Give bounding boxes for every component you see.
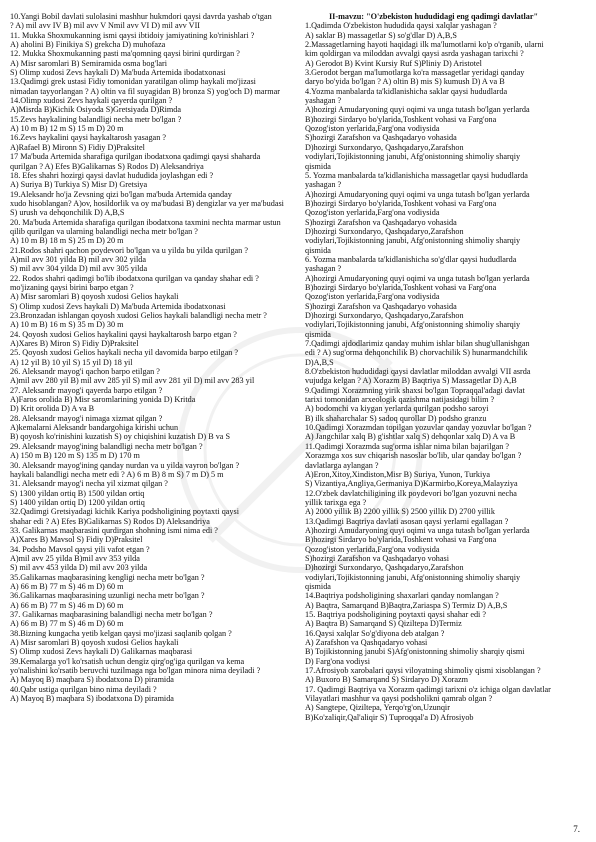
text-line: 1.Qadimda O'zbekiston hududida qaysi xalqlar yashagan ? <box>305 21 497 31</box>
text-line: tarixi tomonidan arxeologik qazishma natijasidagi bilim ? <box>305 395 495 405</box>
text-line: 14.Olimp xudosi Zevs haykali qayerda qurilgan ? <box>10 96 173 106</box>
text-line: A) 150 m B) 120 m S) 135 m D) 170 m <box>10 451 140 461</box>
text-line: 21.Rodos shahri qachon poydevori bo'lgan va u yilda bu yilda qurilgan ? <box>10 245 248 255</box>
text-line: A) 66 m B) 77 m S) 46 m D) 60 m <box>10 600 124 610</box>
text-line: S)hozirgi Zarafshon va Qashqadaryo vohasida <box>305 133 457 143</box>
text-line: vodiylari,Tojikistonning janubi, Afg'onistonning shimoliy sharqiy <box>305 320 521 330</box>
text-line: A)mil avv 301 yilda B) mil avv 302 yilda <box>10 254 146 264</box>
text-line: edi ? A) sug'orma dehqonchilik B) chorvachilik S) hunarmandchilik <box>305 348 528 358</box>
text-line: mo'jizaning qaysi birini barpo etgan ? <box>10 282 134 292</box>
text-line: 30. Aleksandr mayog'ining qanday nurdan va u yilda vayron bo'lgan ? <box>10 460 240 470</box>
text-line: qilib qurilgan va ularning balandligi necha metr bo'lgan ? <box>10 226 198 236</box>
text-line: A) 12 yil B) 10 yil S) 15 yil D) 18 yil <box>10 357 133 367</box>
text-line: 18. Efes shahri hozirgi qaysi davlat hududida joylashgan edi ? <box>10 170 214 180</box>
text-line: nimadan tayyorlangan ? A) oltin va fil suyagidan B) bronza S) yog'och D) marmar <box>10 86 280 96</box>
text-line: yashagan ? <box>305 96 342 106</box>
text-line: 23.Bronzadan ishlangan qoyosh xudosi Gelios haykali balandligi necha metr ? <box>10 311 267 320</box>
text-line: yashagan ? <box>305 264 342 274</box>
text-line: 2.Massagetlarning hayoti haqidagi ilk ma'lumotlarni ko'p o'rganib, ularni <box>305 40 544 50</box>
text-line: 25. Qoyosh xudosi Gelios haykali necha yil davomida barpo etilgan ? <box>10 348 239 358</box>
text-line: Qozog'iston yerlarida,Farg'ona vodiysida <box>305 292 440 302</box>
text-line: Qozog'iston yerlarida,Farg'ona vodiysida <box>305 208 440 218</box>
text-line: A)Misrda B)Kichik Osiyoda S)Gretsiyada D)Rimda <box>10 105 181 115</box>
text-line: 7.Qadimgi ajdodlarimiz qanday muhim ishlar bilan shug'ullanishgan <box>305 339 530 349</box>
text-line: A) aholini B) Finikiya S) grekcha D) muhofaza <box>10 40 166 50</box>
text-line: A)Faros orolida B) Misr saromlarining yonida D) Kritda <box>10 395 196 405</box>
text-line: 32.Qadimgi Gretsiyadagi kichik Kariya podsholigining poytaxti qaysi <box>10 507 239 517</box>
text-line: 29. Aleksandr mayog'ining balandligi necha metr bo'lgan ? <box>10 441 203 451</box>
text-line: A)mil avv 280 yil B) mil avv 285 yil S) mil avv 281 yil D) mil avv 283 yil <box>10 376 255 386</box>
text-line: 9.Qadimgi Xorazmning yirik shaxsi bo'lgan Topraqqal'adagi davlat <box>305 385 525 395</box>
text-line: B) qoyosh ko'rinishini kuzatish S) oy chiqishini kuzatish D) B va S <box>10 432 231 442</box>
page-number: 7. <box>573 824 580 834</box>
text-line: A) Sangtepe, Qiziltepa, Yerqo'rg'on,Uzunqir <box>305 703 450 713</box>
text-line: yo'nalishini ko'rsatib beruvchi tuzilmaga nga bo'lgan minora nima deyiladi ? <box>10 666 261 676</box>
text-line: shahar edi ? A) Efes B)Galikarnas S) Rodos D) Aleksandriya <box>10 516 210 526</box>
text-line: A)hozirgi Amudaryoning quyi oqimi va unga tutash bo'lgan yerlarda <box>305 189 530 199</box>
text-line: S)hozirgi Zarafshon va Qashqadaryo vohasi <box>305 553 450 563</box>
text-line: 3.Gerodot bergan ma'lumotlarga ko'ra massagetlar yeridagi qanday <box>305 68 525 78</box>
text-line: 28. Aleksandr mayog'i nimaga xizmat qilgan ? <box>10 413 163 423</box>
text-line: A) Gerodot B) Kvint Kursiy Ruf S)Pliniy D) Aristotel <box>305 58 482 68</box>
text-line: 15. Baqtriya podsholigining poytaxti qaysi shahar edi ? <box>305 610 487 619</box>
text-line: A)Rafael B) Mironn S) Fidiy D)Praksitel <box>10 142 145 152</box>
text-line: 11. Mukka Shoxmukanning ismi qaysi ibtidoiy jamiyatining ko'rinishlari ? <box>10 30 255 40</box>
text-line: A) Misr saromlari B) qoyosh xudosi Gelios haykali <box>10 292 179 302</box>
text-line: 11.Qadimgi Xorazmda sug'orma ishlar nima bilan bajarilgan ? <box>305 441 509 451</box>
text-line: A)Eron,Xitoy,Xindiston,Misr B) Suriya, Yunon, Turkiya <box>305 469 490 479</box>
text-line: 26. Aleksandr mayog'i qachon barpo etilgan ? <box>10 367 160 377</box>
text-line: Qozog'iston yerlarida,Farg'ona vodiysida <box>305 544 440 554</box>
text-line: 34. Podsho Mavsol qaysi yili vafot etgan ? <box>10 544 150 554</box>
text-line: S) 1400 yildan ortiq D) 1200 yildan ortiq <box>10 497 145 507</box>
text-line: 20. Ma'buda Artemida sharafiga qurilgan ibodatxona taxmini nechta marmar ustun <box>10 217 281 227</box>
text-line: A) Misr saromlari B) Semiramida osma bog'lari <box>10 58 168 68</box>
text-line: B)Ko'zaliqir,Qal'aliqir S) Tuproqqal'a D) Afrosiyob <box>305 712 474 722</box>
text-line: D) Krit orolida D) A va B <box>10 404 95 414</box>
text-line: vodiylari,Tojikistonning janubi, Afg'onistonning shimoliy sharqiy <box>305 152 521 162</box>
text-line: A) 2000 yillik B) 2200 yillik S) 2500 yillik D) 2700 yillik <box>305 507 495 517</box>
text-line: A) Zarafshon va Qashqadaryo vohasi <box>305 638 428 648</box>
text-line: 15.Zevs haykalining balandligi necha metr bo'lgan ? <box>10 114 182 124</box>
text-line: ? A) mil avv IV B) mil avv V Nmil avv VI D) mil avv VII <box>10 21 201 31</box>
text-line: 39.Kemalarga yo'l ko'rsatish uchun dengiz qirg'og'iga qurilgan va kema <box>10 656 245 666</box>
right-column <box>305 12 588 827</box>
text-line: A)Xares B) Miron S) Fidiy D)Praksitel <box>10 339 139 349</box>
text-line: B)hozirgi Sirdaryo bo'ylarida,Toshkent vohasi va Farg'ona <box>305 114 497 124</box>
text-line: S) Vizantiya,Angliya,Germaniya D)Karmirbo,Koreya,Malayziya <box>305 479 518 489</box>
text-line: 5. Yozma manbalarda ta'kidlanishicha massagetlar qaysi hududlarda <box>305 170 528 180</box>
text-line: 13.Qadimgi grek ustasi Fidiy tomonidan yaratilgan olimp haykali mo'jizasi <box>10 77 256 87</box>
text-line: davlatlarga aylangan ? <box>305 460 379 470</box>
text-line: D)hozirgi Surxondaryo, Qashqadaryo,Zarafshon <box>305 563 464 573</box>
text-line: A) Baqtra, Samarqand B)Baqtra,Zariaspa S) Termiz D) A,B,S <box>305 600 508 610</box>
text-line: S) mil avv 453 yilda D) mil avv 203 yilda <box>10 563 148 573</box>
text-line: 35.Galikarnas maqbarasining kengligi necha metr bo'lgan ? <box>10 572 205 582</box>
text-line: B)hozirgi Sirdaryo bo'ylarida,Toshkent vohasi va Farg'ona <box>305 535 497 545</box>
text-line: 40.Qabr ustiga qurilgan bino nima deyiladi ? <box>10 684 157 694</box>
text-line: qismida <box>305 161 331 171</box>
text-line: D)hozirgi Surxondaryo, Qashqadaryo,Zarafshon <box>305 311 464 320</box>
text-line: yashagan ? <box>305 180 342 190</box>
text-line: 19.Aleksandr ho'ja Zevsning qizi bo'lgan ma'buda Artemida qanday <box>10 189 232 199</box>
text-line: 24. Qoyosh xudosi Gelios haykalini qaysi haykaltarosh barpo etgan ? <box>10 329 237 339</box>
text-line: xudo hisoblangan? A)ov, hosildorlik va oy ma'budasi B) dengizlar va yer ma'budasi <box>10 198 284 208</box>
text-line: 17 Ma'buda Artemida sharafiga qurilgan ibodatxona qadimgi qaysi shaharda <box>10 152 261 162</box>
text-line: A) 10 m B) 12 m S) 15 m D) 20 m <box>10 124 124 134</box>
text-line: D)hozirgi Surxondaryo, Qashqadaryo,Zarafshon <box>305 142 464 152</box>
text-line: Qozog'iston yerlarida,Farg'ona vodiysida <box>305 124 440 134</box>
text-line: Xorazmga xos suv chiqarish nasoslar bo'lib, ular qanday bo'lgan ? <box>305 451 522 461</box>
text-line: qurilgan ? A) Efes B)Galikarnas S) Rodos D) Aleksandriya <box>10 161 204 171</box>
text-line: B) ilk shaharchalar S) sadoq qurollar D) podsho granzu <box>305 413 487 423</box>
text-line: kim qoldirgan va miloddan avvalgi qaysi asrda yashagan tarixchi ? <box>305 49 524 59</box>
text-line: 37. Galikarnas maqbarasining balandligi necha metr bo'lgan ? <box>10 610 213 619</box>
text-line: D)hozirgi Surxondaryo, Qashqadaryo,Zarafshon <box>305 226 464 236</box>
text-line: A)mil avv 25 yilda B)mil avv 353 yilda <box>10 553 140 563</box>
text-line: S)hozirgi Zarafshon va Qashqadaryo vohasida <box>305 301 457 311</box>
text-line: A) 66 m B) 77 m S) 46 m D) 60 m <box>10 581 124 591</box>
text-line: D) Farg'ona vodiysi <box>305 656 371 666</box>
text-line: vujudga kelgan ? A) Xorazm B) Baqtriya S) Massagetlar D) A,B <box>305 376 517 386</box>
text-line: S) 1300 yildan ortiq B) 1500 yildan ortiq <box>10 488 145 498</box>
text-line: A) bodomchi va kiygan yerlarda qurilgan podsho saroyi <box>305 404 489 414</box>
text-line: 31. Aleksandr mayog'i necha yil xizmat qilgan ? <box>10 479 168 489</box>
text-line: A)hozirgi Amudaryoning quyi oqimi va unga tutash bo'lgan yerlarda <box>305 273 530 283</box>
text-line: yillik tarixga ega ? <box>305 497 367 507</box>
text-line: vodiylari,Tojikistonning janubi, Afg'onistonning shimoliy sharqiy <box>305 236 521 246</box>
text-line: A) Misr saromlari B) qoyosh xudosi Gelios haykali <box>10 638 179 648</box>
text-line: haykali balandligi necha metr edi ? A) 6 m B) 8 m S) 7 m D) 5 m <box>10 469 224 479</box>
text-line: S) Olimp xudosi Zevs haykali D) Galikarnas maqbarasi <box>10 647 193 657</box>
text-line: S) mil avv 304 yilda D) mil avv 305 yilda <box>10 264 148 274</box>
text-line: A) Mayoq B) maqbara S) ibodatxona D) piramida <box>10 675 174 685</box>
text-line: 16.Qaysi xalqlar So'g'diyona deb atalgan ? <box>305 628 445 638</box>
text-line: A) Baqtra B) Samarqand S) Qiziltepa D)Termiz <box>305 619 462 629</box>
text-line: Vilayatlari mashhur va qaysi podsholikni qamrab olgan ? <box>305 694 493 704</box>
text-line: A) 10 m B) 18 m S) 25 m D) 20 m <box>10 236 124 246</box>
text-line: S) Olimp xudosi Zevs haykali D) Ma'buda Artemida ibodatxonasi <box>10 68 226 78</box>
text-line: 27. Aleksandr mayog'i qayerda barpo etilgan ? <box>10 385 163 395</box>
text-line: A)kemalarni Aleksandr bandargohiga kirishi uchun <box>10 423 179 433</box>
text-line: 38.Bizning kungacha yetib kelgan qaysi mo'jizasi saqlanib qolgan ? <box>10 628 232 638</box>
text-line: A) 10 m B) 16 m S) 35 m D) 30 m <box>10 320 124 330</box>
text-line: 13.Qadimgi Baqtriya davlati asosan qaysi yerlarni egallagan ? <box>305 516 509 526</box>
text-line: vodiylari,Tojikistonning janubi, Afg'onistonning shimoliy sharqiy <box>305 572 521 582</box>
text-line: B) Tojikistonning janubi S)Afg'onistonning shimoliy sharqiy qismi <box>305 647 525 657</box>
text-line: A) Buxoro B) Samarqand S) Sirdaryo D) Xorazm <box>305 675 469 685</box>
text-line: 14.Baqtriya podsholigining shaxarlari qanday nomlangan ? <box>305 591 499 601</box>
text-line: 4.Yozma manbalarda ta'kidlanishicha saklar qaysi hududlarda <box>305 86 508 96</box>
text-line: 6. Yozma manbalarda ta'kidlanishicha so'g'dlar qaysi hududlarda <box>305 254 517 264</box>
left-column <box>10 12 298 827</box>
text-line: B)hozirgi Sirdaryo bo'ylarida,Toshkent vohasi va Farg'ona <box>305 198 497 208</box>
text-line: A)hozirgi Amudaryoning quyi oqimi va unga tutash bo'lgan yerlarda <box>305 105 530 115</box>
text-line: B)hozirgi Sirdaryo bo'ylarida,Toshkent vohasi va Farg'ona <box>305 282 497 292</box>
text-line: A)hozirgi Amudaryoning quyi oqimi va unga tutash bo'lgan yerlarda <box>305 525 530 535</box>
text-line: 8.O'zbekiston hududidagi qaysi davlatlar miloddan avvalgi VII asrda <box>305 367 531 377</box>
text-line: S) Olimp xudosi Zevs haykali D) Ma'buda Artemida ibodatxonasi <box>10 301 226 311</box>
text-line: A) Mayoq B) maqbara S) ibodatxona D) piramida <box>10 694 174 704</box>
text-line: 12.O'zbek davlatchiligining ilk poydevori bo'lgan yozuvni necha <box>305 488 517 498</box>
text-line: 10.Yangi Bobil davlati sulolasini mashhur hukmdori qaysi davrda yashab o'tgan <box>10 12 272 21</box>
text-line: S)hozirgi Zarafshon va Qashqadaryo vohasida <box>305 217 457 227</box>
text-line: 16.Zevs haykalini qaysi haykaltarosh yasagan ? <box>10 133 166 143</box>
text-line: A)Xares B) Mavsol S) Fidiy D)Praksitel <box>10 535 143 545</box>
section-heading: II-mavzu: "O'zbekiston hududidagi eng qadimgi davlatlar" <box>329 12 539 21</box>
text-line: 33. Galikarnas maqbarasini qurdirgan shohning ismi nima edi ? <box>10 525 218 535</box>
text-line: A) saklar B) massagetlar S) so'g'dlar D) A,B,S <box>305 30 457 40</box>
text-line: daryo bo'yida bo'lgan ? A) oltin B) mis S) kumush D) A va B <box>305 77 505 87</box>
text-line: 22. Rodos shahri qadimgi bo'lib ibodatxona qurilgan va qanday shahar edi ? <box>10 273 259 283</box>
text-line: 12. Mukka Shoxmukanning pasti ma'qomning qaysi birini qurdirgan ? <box>10 49 240 59</box>
text-line: 36.Galikarnas maqbarasining uzunligi necha metr bo'lgan ? <box>10 591 205 601</box>
text-line: 17. Qadimgi Baqtriya va Xorazm qadimgi tarixni o'z ichiga olgan davlatlar <box>305 684 551 694</box>
text-line: D)A,B,S <box>305 357 334 367</box>
text-line: 10.Qadimgi Xorazmdan topilgan yozuvlar qanday yozuvlar bo'lgan ? <box>305 423 532 433</box>
text-line: S) urush va dehqonchilik D) A,B,S <box>10 208 125 218</box>
text-line: A) 66 m B) 77 m S) 46 m D) 60 m <box>10 619 124 629</box>
text-line: qismida <box>305 581 331 591</box>
text-line: A) Jangchilar xalq B) g'ishtlar xalq S) dehqonlar xalq D) A va B <box>305 432 516 442</box>
text-line: qismida <box>305 329 331 339</box>
text-line: 17.Afrosiyob xarobalari qaysi viloyatning shimoliy qismi xisoblangan ? <box>305 666 541 676</box>
text-line: A) Suriya B) Turkiya S) Misr D) Gretsiya <box>10 180 148 190</box>
text-line: qismida <box>305 245 331 255</box>
